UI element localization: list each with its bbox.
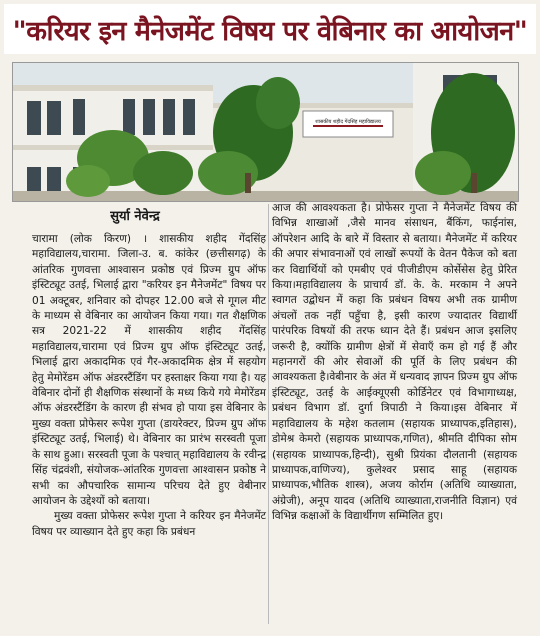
left-paragraph: चारामा (लोक किरण) । शासकीय शहीद गेंदसिंह महाविद्यालय,चारामा. जिला-उ. ब. कांकेर (छत्तीसगढ़) के आंतरिक गुणवत्ता आश्वासन प्रकोष्ठ एवं प्रिज्म ग्रुप ऑफ इंस्टिट्यूट उतई, भिलाई द्वारा "करियर इन मैनेजमेंट" विषय पर 01 अक्टूबर, शनिवार को दोपहर 12.00 बजे से गूगल मीट के माध्यम से वेबिनार का आयोजन किया गया। गत शैक्षणिक सत्र 2021-22 में शासकीय शहीद गेंदसिंह महाविद्यालय,चारामा एवं प्रिज्म ग्रुप ऑफ इंस्टिट्यूट उतई, भिलाई द्वारा अकादमिक एवं गैर-अकादमिक क्षेत्र में सहयोग हेतु मेमोरेंडम ऑफ अंडरस्टैंडिंग पर हस्ताक्षर किया गया है। यह वेबिनार दोनों ही शैक्षणिक संस्थानों के मध्य किये गये मेमोरेंडम ऑफ अंडरस्टैंडिंग के कारण ही संभव हो पाया इस वेबिनार के मुख्य वक्ता प्रोफेसर रूपेश गुप्ता (डायरेक्टर, प्रिज्म ग्रुप ऑफ इंस्टिट्यूट उतई, भिलाई) थे। वेबिनार का प्रारंभ सरस्वती पूजा के साथ हुआ। सरस्वती पूजा के पश्चात् महाविद्यालय के रवीन्द्र सिंह चंद्रवंशी, संयोजक-आंतरिक गुणवत्ता आश्वासन प्रकोष्ठ ने सभी का औपचारिक सामान्य परिचय देते हुए वेबीनार आयोजन के उद्देश्यों को बताया।	[32, 233, 266, 507]
article-right-column	[272, 201, 517, 525]
byline: सुर्या नेवेन्द्र	[110, 209, 160, 224]
sign-board-text: शासकीय शहीद गेंदसिंह महाविद्यालय	[315, 119, 381, 125]
article-left-column	[32, 232, 266, 540]
column-divider	[268, 204, 269, 624]
headline-text: "करियर इन मैनेजमेंट विषय पर वेबिनार का आयोजन"	[12, 15, 528, 47]
left-paragraph: मुख्य वक्ता प्रोफेसर रूपेश गुप्ता ने करियर इन मैनेजमेंट विषय पर व्याख्यान देते हुए कहा कि प्रबंधन	[32, 510, 266, 538]
right-paragraph: आज की आवश्यकता है। प्रोफेसर गुप्ता ने मैनेजमेंट विषय की विभिन्न शाखाओं ,जैसे मानव संसाधन, बैंकिंग, फाईनांस, ऑपरेशन आदि के बारे में विस्तार से बताया। मैनेजमेंट में करियर की अपार संभावनाओं एवं लाखों रूपयों के वेतन पैकेज को बता कर विद्यार्थियों को एमबीए एवं पीजीडीएम कोर्सेसेस हेतु प्रेरित किया।महाविद्यालय के प्राचार्य डॉ. के. के. मरकाम ने अपने स्वागत उद्बोधन में कहा कि प्रबंधन विषय अभी तक ग्रामीण अंचलों तक नहीं पहुँचा है, इसी कारण ज्यादातर विद्यार्थी पारंपरिक विषयों की तरफ ध्यान देते हैं। प्रबंधन आज इसलिए जरूरी है, क्योंकि ग्रामीण क्षेत्रों में सेवाएँ कम हो गई हैं और महानगरों की ओर सेवाओं की पूर्ति के लिए प्रबंधन की आवश्यकता है।वेबीनार के अंत में धन्यवाद ज्ञापन प्रिज्म ग्रुप ऑफ इंस्टिट्यूट, उतई के आईक्यूएसी कोर्डिनेटर एवं विभागाध्यक्ष, प्रबंधन विभाग डॉ. दुर्गा त्रिपाठी ने किया।इस वेबिनार में महाविद्यालय के महेश कतलाम (सहायक प्राध्यापक,इतिहास), डोमेश्र केमरो (सहायक प्राध्यापक,गणित), श्रीमति दीपिका सोम (सहायक प्राध्यापक,हिन्दी), सुश्री प्रियंका दौलतानी (सहायक प्राध्यापक,वाणिज्य), कुलेश्वर प्रसाद साहू (सहायक प्राध्यापक,भौतिक शास्त्र), अजय कोर्राम (अतिथि व्याख्याता, अंग्रेजी), अनूप यादव (अतिथि व्याख्याता,राजनीति विज्ञान) एवं विभिन्न कक्षाओं के विद्यार्थीगण सम्मिलित हुए।	[272, 202, 517, 523]
headline-banner	[4, 4, 536, 54]
college-building-photo	[12, 62, 519, 202]
